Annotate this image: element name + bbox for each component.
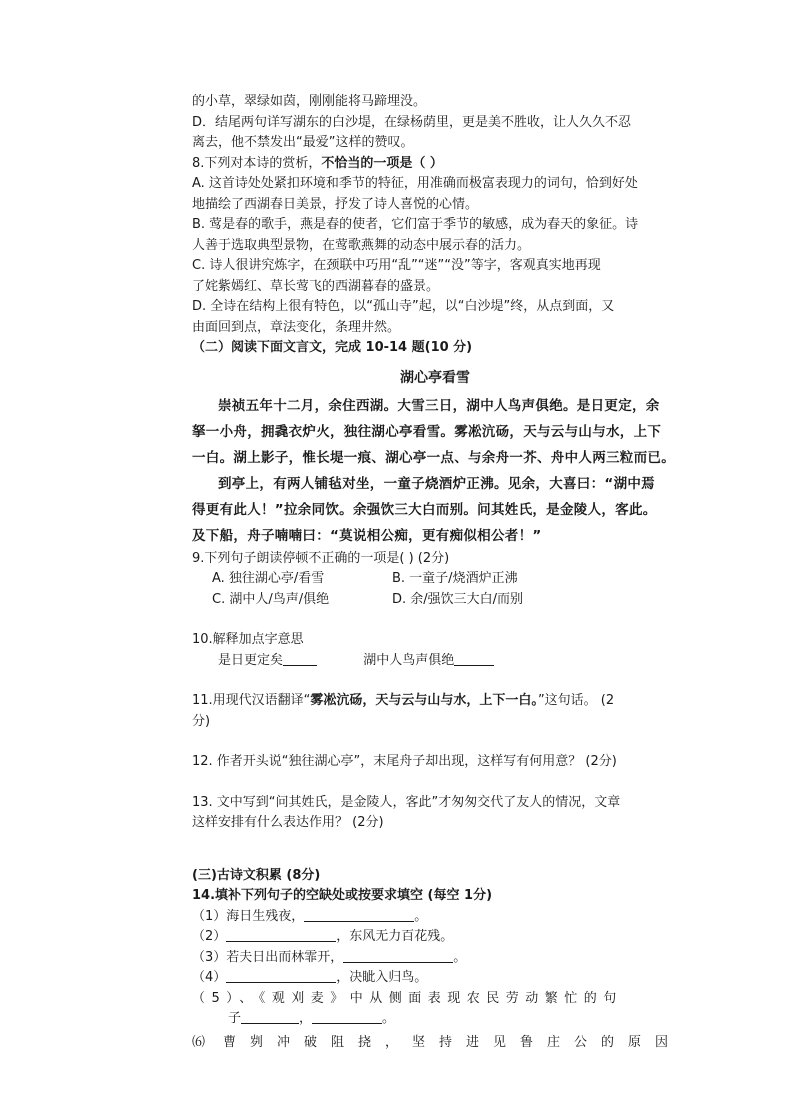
fill-item-5-line2: 子 ， 。 [228,1011,396,1026]
passage-line: 崇祯五年十二月，余住西湖。大雪三日，湖中人鸟声俱绝。是日更定，余 [218,397,660,414]
passage-line: 拏一小舟，拥毳衣炉火，独往湖心亭看雪。雾凇沆砀，天与云与山与水，上下 [192,423,662,440]
fill-item-1: （1）海日生残夜， 。 [192,908,428,924]
question-13-line2: 这样安排有什么表达作用？ (2分) [192,815,384,830]
question-11-line2: 分) [192,713,211,729]
q8-option-b-line2: 人善于选取典型景物，在莺歌燕舞的动态中展示春的活力。 [192,237,531,253]
passage-line: 及下船，舟子喃喃曰：“莫说相公痴，更有痴似相公者！” [192,527,542,544]
answer-blank[interactable] [283,652,317,666]
q9-options-row [192,569,678,590]
question-13-line1: 13. 文中写到“问其姓氏，是金陵人，客此”才匆匆交代了友人的情况，文章 [192,794,621,810]
section-3-heading: (三)古诗文积累 (8分) [192,867,321,883]
passage-line: 一白。湖上影子，惟长堤一痕、湖心亭一点、与余舟一芥、舟中人两三粒而已。 [192,449,675,466]
fill-item-6: ⑹ 曹刿冲破阻挠，坚持进见鲁庄公的原因 [192,1034,683,1050]
answer-blank[interactable] [226,969,336,983]
q8-option-b-line1: B. 莺是春的歌手，燕是春的使者，它们富于季节的敏感，成为春天的象征。诗 [192,217,639,232]
passage-line: 到亭上，有两人铺毡对坐，一童子烧酒炉正沸。见余，大喜曰：“湖中焉 [218,475,655,492]
q9-option-d: D. 余/强饮三大白/而别 [392,591,524,607]
section-2-heading: （二）阅读下面文言文，完成 10-14 题(10 分) [192,340,473,355]
question-8-stem: 8.下列对本诗的赏析，不恰当的一项是（ ） [192,155,443,171]
answer-blank[interactable] [241,1010,299,1024]
answer-blank[interactable] [454,652,494,666]
answer-blank[interactable] [312,1010,382,1024]
question-12-stem: 12. 作者开头说“独往湖心亭”，末尾舟子却出现，这样写有何用意？ (2分) [192,754,617,769]
fill-item-5-line1: （5）、《观刈麦》中从侧面表现农民劳动繁忙的句 [192,990,623,1006]
answer-blank[interactable] [343,949,453,963]
passage-title: 湖心亭看雪 [400,369,470,386]
text-line: D．结尾两句详写湖东的白沙堤，在绿杨荫里，更是美不胜收，让人久久不忍 [192,114,632,130]
question-11-stem: 11.用现代汉语翻译“雾凇沆砀，天与云与山与水，上下一白。”这句话。 (2 [192,693,615,708]
q10-items [192,651,678,672]
q8-option-d-line2: 由面回到点，章法变化，条理井然。 [192,319,401,335]
text-line: 离去，他不禁发出“最爱”这样的赞叹。 [192,135,414,150]
q9-option-b: B. 一童子/烧酒炉正沸 [392,571,518,586]
question-10-stem: 10.解释加点字意思 [192,632,304,647]
q8-option-d-line1: D. 全诗在结构上很有特色，以“孤山寺”起，以“白沙堤”终，从点到面，又 [192,299,615,314]
question-14-stem: 14.填补下列句子的空缺处或按要求填空 (每空 1分) [192,888,493,903]
fill-item-3: （3）若夫日出而林霏开， 。 [192,949,467,965]
q10-item-2: 湖中人鸟声俱绝 [363,652,455,668]
answer-blank[interactable] [226,928,336,942]
exam-page [192,92,683,1053]
q8-option-c-line1: C. 诗人很讲究炼字，在颈联中巧用“乱”“迷”“没”等字，客观真实地再现 [192,258,601,273]
q9-option-c: C. 湖中人/鸟声/俱绝 [212,591,330,607]
fill-item-4: （4） ，决眦入归鸟。 [192,970,428,985]
q9-options-row [192,590,678,611]
q8-option-c-line2: 了姹紫嫣红、草长莺飞的西湖暮春的盛景。 [192,278,440,294]
fill-item-2: （2） ，东风无力百花残。 [192,929,454,944]
q8-option-a-line1: A. 这首诗处处紧扣环境和季节的特征，用准确而极富表现力的词句，恰到好处 [192,176,638,191]
answer-blank[interactable] [304,908,414,922]
passage-line: 得更有此人！”拉余同饮。余强饮三大白而别。问其姓氏，是金陵人，客此。 [192,501,657,518]
q9-option-a: A. 独往湖心亭/看雪 [212,571,325,586]
text-line: 的小草，翠绿如茵，刚刚能将马蹄埋没。 [192,94,427,109]
q8-option-a-line2: 地描绘了西湖春日美景，抒发了诗人喜悦的心情。 [192,196,479,212]
q10-item-1: 是日更定矣 [218,652,284,668]
question-9-stem: 9.下列句子朗读停顿不正确的一项是( ) (2分) [192,550,450,566]
